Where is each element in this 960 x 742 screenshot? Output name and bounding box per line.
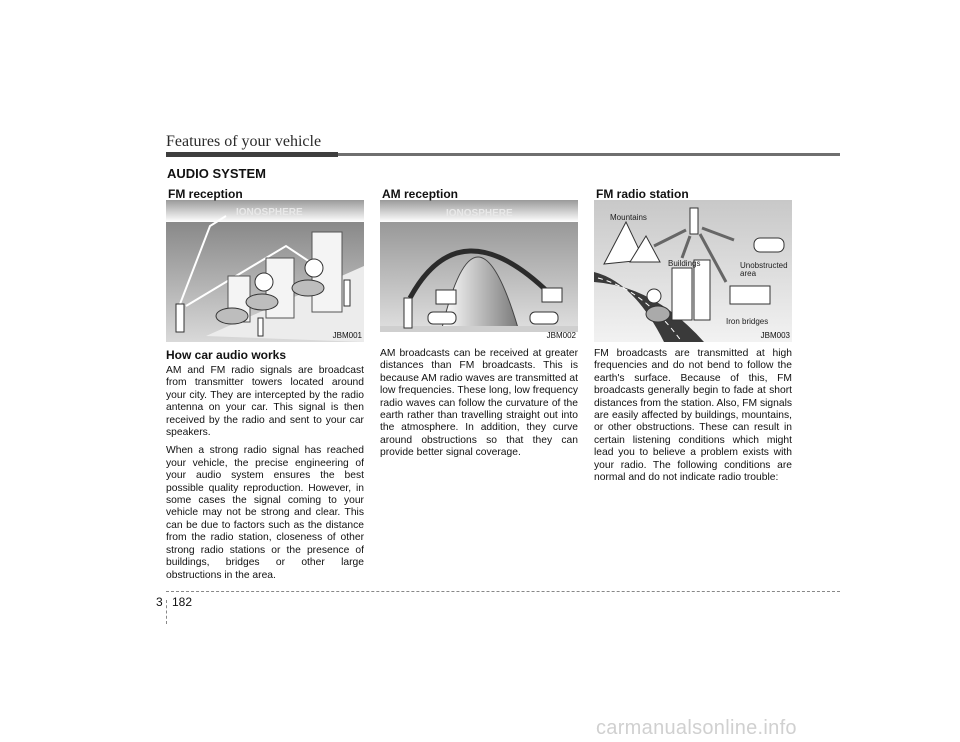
paragraph: AM broadcasts can be received at greater distances than FM broadcasts. This is because AM radio waves are transmitted at low frequencies. These long, low frequency radio waves can follow the curvature of the earth rather than travelling straight out into the atmosphere. In addition, they curve around obstructions so that they can provide better signal coverage. bbox=[380, 348, 578, 459]
fm-radio-station-illustration bbox=[594, 186, 792, 342]
figure-title: AM reception bbox=[382, 187, 459, 201]
fm-reception-illustration bbox=[166, 186, 364, 342]
mountains-label: Mountains bbox=[610, 213, 647, 222]
paragraph: FM broadcasts are transmitted at high frequencies and do not bend to follow the earth's surface. Because of this, FM broadcasts generally begin to fade at short distances from the station. Also, FM signals are easily affected by buildings, mountains, or other obstructions. These can result in certain listening conditions which might lead you to believe a problem exists with your radio. The following conditions are normal and do not indicate radio trouble: bbox=[594, 348, 793, 484]
ionosphere-label: IONOSPHERE bbox=[446, 208, 513, 219]
am-reception-illustration bbox=[380, 186, 578, 342]
iron-bridges-label: Iron bridges bbox=[726, 317, 769, 326]
figure-title: FM radio station bbox=[596, 187, 689, 201]
figure-fm-radio-station bbox=[594, 186, 792, 342]
page-header-title: Features of your vehicle bbox=[166, 133, 322, 150]
figure-am-reception bbox=[380, 186, 578, 342]
figure-code: JBM001 bbox=[332, 331, 362, 340]
column-2 bbox=[380, 186, 578, 466]
sub-heading: How car audio works bbox=[166, 348, 287, 362]
column-1 bbox=[166, 186, 364, 588]
footer-divider bbox=[166, 600, 167, 624]
chapter-number: 3 bbox=[156, 595, 163, 609]
header-rule-accent bbox=[166, 152, 338, 157]
figure-code: JBM003 bbox=[760, 331, 790, 340]
figure-fm-reception bbox=[166, 186, 364, 342]
watermark: carmanualsonline.info bbox=[596, 717, 797, 739]
section-title: AUDIO SYSTEM bbox=[167, 166, 266, 181]
buildings-label: Buildings bbox=[668, 259, 701, 268]
column-3 bbox=[594, 186, 792, 490]
paragraph: AM and FM radio signals are broadcast from transmitter towers located around your city. They are intercepted by the radio antenna on your car. This signal is then received by the radio and sent to your car speakers. bbox=[166, 365, 364, 439]
figure-code: JBM002 bbox=[546, 331, 576, 340]
page-number: 182 bbox=[172, 595, 193, 609]
footer-rule bbox=[166, 591, 840, 592]
area-label: area bbox=[740, 269, 757, 278]
paragraph: When a strong radio signal has reached your vehicle, the precise engineering of your audio system ensures the best possible quality reproduction. However, in some cases the signal coming to your vehicle may not be strong and clear. This can be due to factors such as the distance from the radio station, closeness of other strong radio stations or the presence of buildings, bridges or other large obstructions in the area. bbox=[166, 445, 364, 581]
unobstructed-label: Unobstructed bbox=[740, 261, 788, 270]
ionosphere-label: IONOSPHERE bbox=[236, 207, 303, 218]
figure-title: FM reception bbox=[168, 187, 243, 201]
